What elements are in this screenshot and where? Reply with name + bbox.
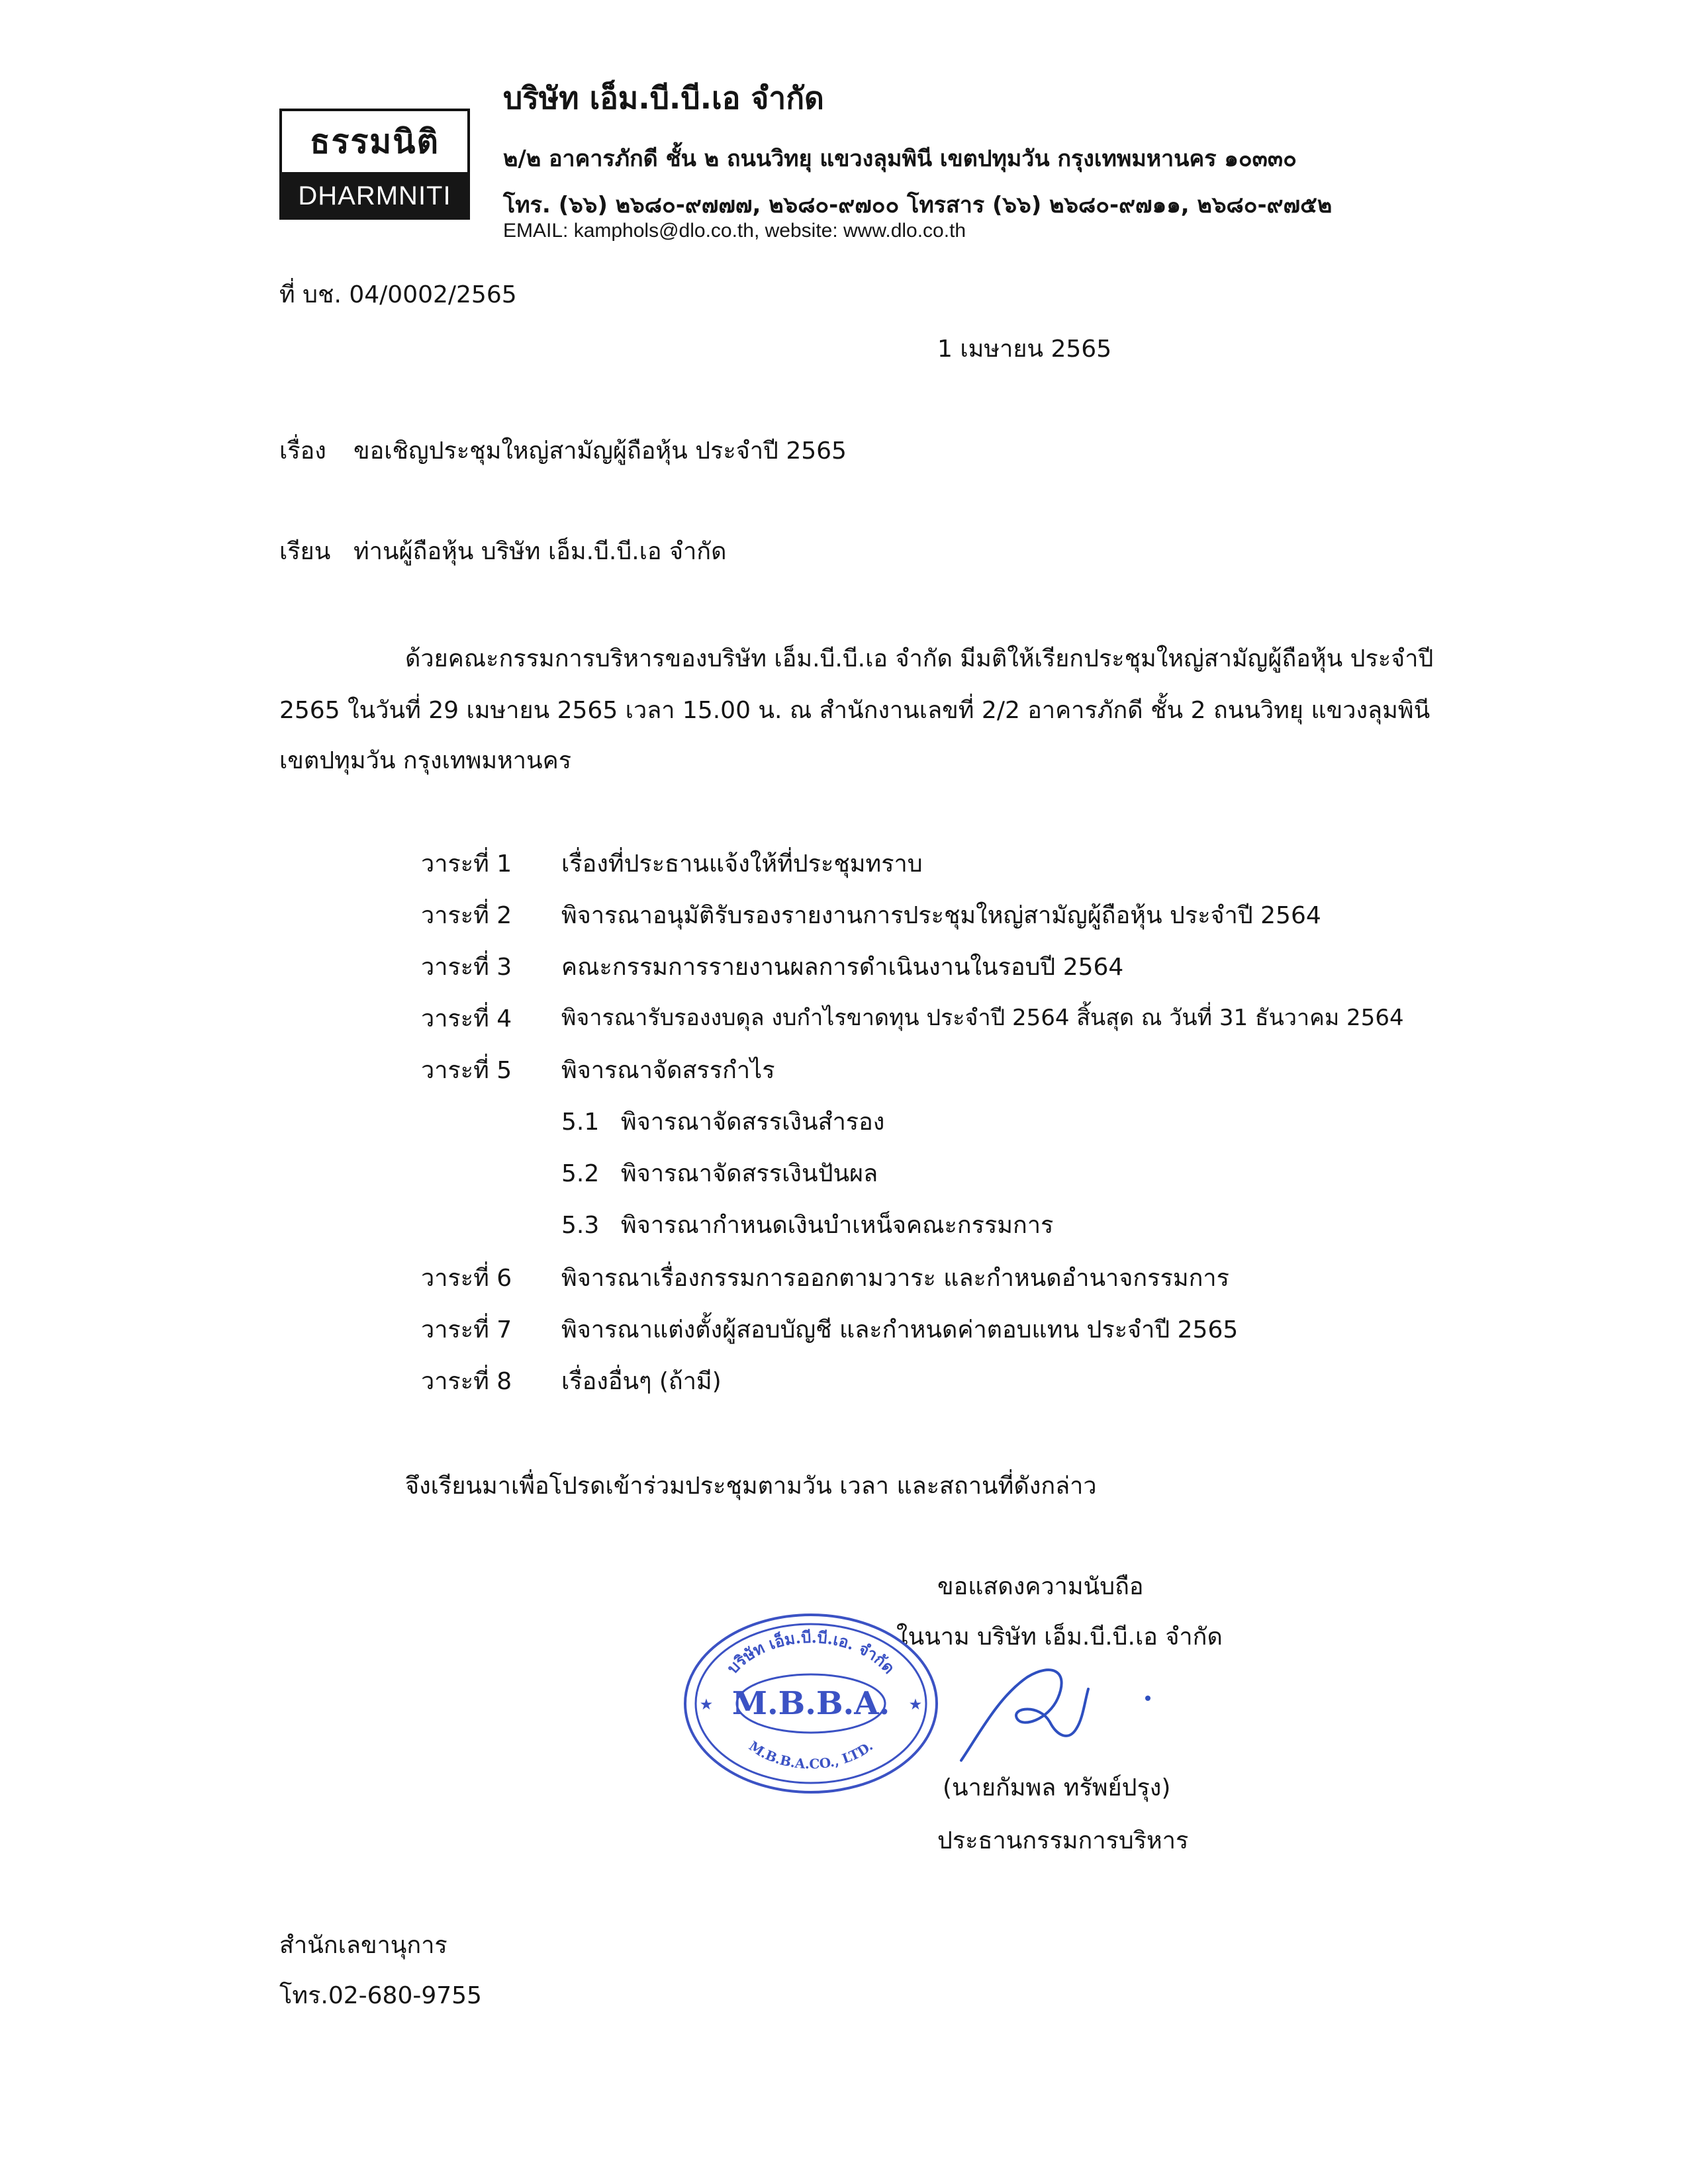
closing-sentence: จึงเรียนมาเพื่อโปรดเข้าร่วมประชุมตามวัน เวลา และสถานที่ดังกล่าว	[405, 1473, 1097, 1500]
agenda-item: พิจารณาเรื่องกรรมการออกตามวาระ และกำหนดอำนาจกรรมการ	[561, 1265, 1229, 1292]
footer-phone: โทร.02-680-9755	[279, 1982, 482, 2009]
on-behalf-line: ในนาม บริษัท เอ็ม.บี.บี.เอ จำกัด	[896, 1623, 1223, 1651]
agenda-item: พิจารณาแต่งตั้งผู้สอบบัญชี และกำหนดค่าตอบแทน ประจำปี 2565	[561, 1316, 1239, 1343]
agenda-label: วาระที่ 2	[421, 902, 512, 929]
recipient-text: ท่านผู้ถือหุ้น บริษัท เอ็ม.บี.บี.เอ จำกัด	[353, 538, 727, 565]
agenda-label: วาระที่ 7	[421, 1316, 512, 1343]
stamp-text-bottom: M.B.B.A.CO., LTD.	[746, 1737, 876, 1772]
signature	[959, 1657, 1157, 1770]
closing-regards: ขอแสดงความนับถือ	[937, 1573, 1144, 1600]
agenda-label: วาระที่ 6	[421, 1265, 512, 1292]
agenda-label: วาระที่ 1	[421, 850, 512, 878]
body-line: ด้วยคณะกรรมการบริหารของบริษัท เอ็ม.บี.บี.เอ จำกัด มีมติให้เรียกประชุมใหญ่สามัญผู้ถือหุ้น ประจำปี	[405, 645, 1434, 672]
agenda-item: พิจารณาจัดสรรกำไร	[561, 1057, 775, 1084]
footer-department: สำนักเลขานุการ	[279, 1932, 447, 1959]
agenda-label: วาระที่ 5	[421, 1057, 512, 1084]
subject-text: ขอเชิญประชุมใหญ่สามัญผู้ถือหุ้น ประจำปี 2565	[353, 437, 847, 465]
stamp-text-center: M.B.B.A.	[731, 1685, 890, 1722]
subject-label: เรื่อง	[279, 437, 326, 465]
agenda-item: พิจารณาอนุมัติรับรองรายงานการประชุมใหญ่สามัญผู้ถือหุ้น ประจำปี 2564	[561, 902, 1321, 929]
letterhead-address: ๒/๒ อาคารภักดี ชั้น ๒ ถนนวิทยุ แขวงลุมพินี เขตปทุมวัน กรุงเทพมหานคร ๑๐๓๓๐	[503, 146, 1297, 172]
agenda-label: วาระที่ 4	[421, 1005, 512, 1032]
signer-name: (นายกัมพล ทรัพย์ปรุง)	[943, 1774, 1171, 1801]
company-name: บริษัท เอ็ม.บี.บี.เอ จำกัด	[503, 80, 824, 116]
company-logo	[279, 109, 467, 220]
sub-agenda-item: พิจารณาจัดสรรเงินปันผล	[621, 1160, 878, 1187]
recipient-label: เรียน	[279, 538, 331, 565]
sub-agenda-number: 5.3	[561, 1212, 600, 1239]
sub-agenda-item: พิจารณากำหนดเงินบำเหน็จคณะกรรมการ	[621, 1212, 1054, 1239]
document-date: 1 เมษายน 2565	[937, 336, 1112, 363]
sub-agenda-number: 5.1	[561, 1109, 600, 1136]
signer-title: ประธานกรรมการบริหาร	[937, 1827, 1189, 1854]
svg-text:★: ★	[910, 1696, 921, 1712]
sub-agenda-item: พิจารณาจัดสรรเงินสำรอง	[621, 1109, 885, 1136]
agenda-item: เรื่องที่ประธานแจ้งให้ที่ประชุมทราบ	[561, 850, 923, 878]
agenda-label: วาระที่ 8	[421, 1368, 512, 1395]
agenda-item: คณะกรรมการรายงานผลการดำเนินงานในรอบปี 2564	[561, 954, 1124, 981]
svg-text:★: ★	[700, 1696, 712, 1712]
logo-thai-text: ธรรมนิติ	[279, 109, 470, 175]
stamp-text-top: บริษัท เอ็ม.บี.บี.เอ. จำกัด	[723, 1627, 899, 1678]
agenda-item: เรื่องอื่นๆ (ถ้ามี)	[561, 1368, 722, 1395]
letterhead-email: EMAIL: kamphols@dlo.co.th, website: www.dlo.co.th	[503, 220, 966, 242]
company-stamp	[680, 1610, 941, 1797]
letterhead-phone: โทร. (๖๖) ๒๖๘๐-๙๗๗๗, ๒๖๘๐-๙๗๐๐ โทรสาร (๖๖) ๒๖๘๐-๙๗๑๑, ๒๖๘๐-๙๗๕๒	[503, 192, 1333, 218]
sub-agenda-number: 5.2	[561, 1160, 600, 1187]
body-line: 2565 ในวันที่ 29 เมษายน 2565 เวลา 15.00 น. ณ สำนักงานเลขที่ 2/2 อาคารภักดี ชั้น 2 ถนนวิทยุ แขวงลุมพินี	[279, 697, 1430, 724]
document-reference: ที่ บช. 04/0002/2565	[279, 281, 517, 308]
logo-english-text: DHARMNITI	[279, 172, 470, 220]
agenda-label: วาระที่ 3	[421, 954, 512, 981]
body-line: เขตปทุมวัน กรุงเทพมหานคร	[279, 747, 572, 774]
agenda-item: พิจารณารับรองงบดุล งบกำไรขาดทุน ประจำปี 2564 สิ้นสุด ณ วันที่ 31 ธันวาคม 2564	[561, 1005, 1404, 1031]
